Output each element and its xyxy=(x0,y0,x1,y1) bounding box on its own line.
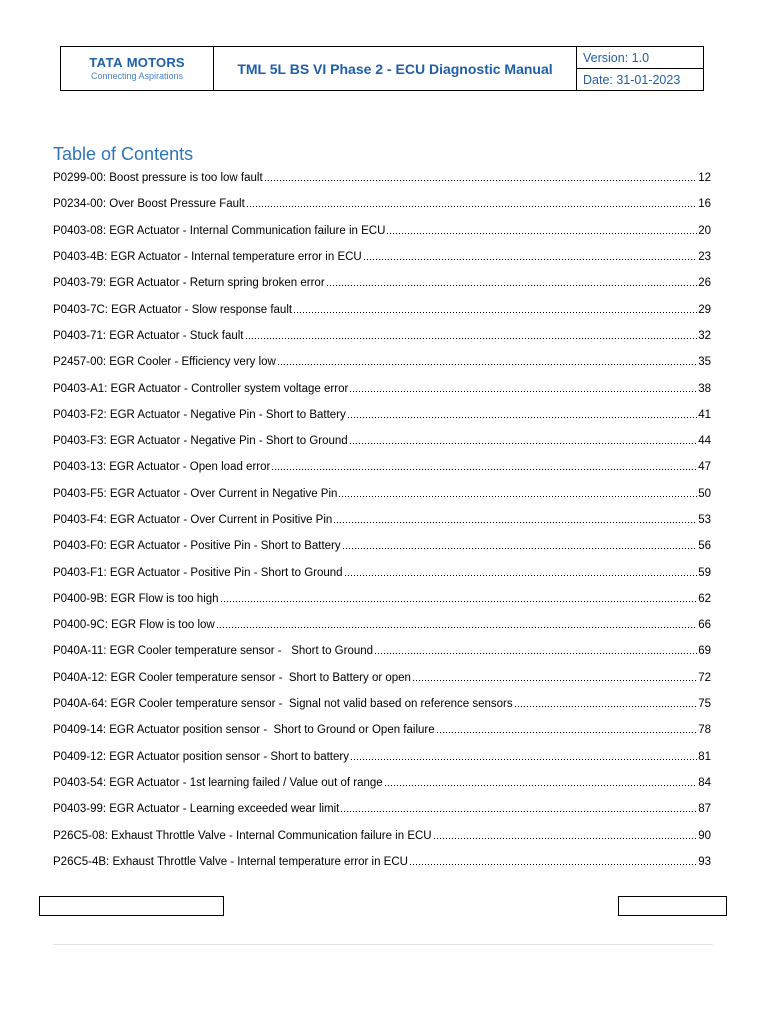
toc-entry-title: P2457-00: EGR Cooler - Efficiency very low xyxy=(53,356,276,369)
toc-entry-page-number: 72 xyxy=(698,671,711,684)
toc-entry[interactable] xyxy=(53,244,711,270)
toc-entry-title: P0409-12: EGR Actuator position sensor - Short to battery xyxy=(53,750,349,763)
toc-entry-page-number: 84 xyxy=(698,776,711,789)
toc-dot-leader xyxy=(338,495,697,499)
toc-entry[interactable] xyxy=(53,612,711,638)
logo-tagline: Connecting Aspirations xyxy=(90,71,184,81)
toc-dot-leader xyxy=(347,416,697,420)
logo-brand-first: TATA xyxy=(89,55,123,70)
toc-entry[interactable] xyxy=(53,428,711,454)
toc-entry[interactable] xyxy=(53,349,711,375)
toc-entry-page-number: 87 xyxy=(698,803,711,816)
toc-entry[interactable] xyxy=(53,691,711,717)
toc-dot-leader xyxy=(342,547,698,551)
toc-dot-leader xyxy=(216,626,698,630)
toc-dot-leader xyxy=(384,784,698,788)
toc-entry-title: P0403-F0: EGR Actuator - Positive Pin - Short to Battery xyxy=(53,540,341,553)
toc-entry[interactable] xyxy=(53,638,711,664)
toc-list xyxy=(53,165,711,875)
page-divider xyxy=(53,944,713,945)
document-meta xyxy=(577,47,703,90)
toc-entry-title: P0403-08: EGR Actuator - Internal Communication failure in ECU xyxy=(53,224,386,237)
toc-entry[interactable] xyxy=(53,849,711,875)
toc-entry[interactable] xyxy=(53,191,711,217)
toc-dot-leader xyxy=(277,363,697,367)
toc-entry[interactable] xyxy=(53,402,711,428)
toc-entry[interactable] xyxy=(53,375,711,401)
toc-entry-title: P0403-99: EGR Actuator - Learning exceeded wear limit xyxy=(53,803,340,816)
toc-entry-title: P0403-71: EGR Actuator - Stuck fault xyxy=(53,329,244,342)
toc-dot-leader xyxy=(363,258,697,262)
toc-entry[interactable] xyxy=(53,533,711,559)
toc-entry[interactable] xyxy=(53,296,711,322)
toc-entry-title: P0400-9B: EGR Flow is too high xyxy=(53,592,219,605)
toc-entry-title: P0400-9C: EGR Flow is too low xyxy=(53,619,215,632)
toc-dot-leader xyxy=(246,205,697,209)
toc-entry-title: P0403-F3: EGR Actuator - Negative Pin - Short to Ground xyxy=(53,435,348,448)
toc-entry[interactable] xyxy=(53,770,711,796)
toc-dot-leader xyxy=(245,337,698,341)
toc-entry[interactable] xyxy=(53,586,711,612)
toc-entry-title: P0403-13: EGR Actuator - Open load error xyxy=(53,461,271,474)
toc-entry-title: P040A-12: EGR Cooler temperature sensor - Short to Battery or open xyxy=(53,671,411,684)
toc-entry[interactable] xyxy=(53,665,711,691)
toc-entry-title: P0403-7C: EGR Actuator - Slow response fault xyxy=(53,303,293,316)
toc-entry-page-number: 81 xyxy=(698,750,711,763)
toc-heading: Table of Contents xyxy=(53,144,194,164)
toc-entry-page-number: 38 xyxy=(698,382,711,395)
toc-dot-leader xyxy=(349,442,698,446)
toc-entry-title: P0403-A1: EGR Actuator - Controller system voltage error xyxy=(53,382,349,395)
toc-entry-page-number: 47 xyxy=(698,461,711,474)
toc-entry-page-number: 78 xyxy=(698,724,711,737)
toc-dot-leader xyxy=(412,679,697,683)
document-title: TML 5L BS VI Phase 2 - ECU Diagnostic Manual xyxy=(214,47,577,90)
toc-entry-page-number: 12 xyxy=(698,172,711,185)
toc-entry[interactable] xyxy=(53,796,711,822)
toc-entry-title: P26C5-4B: Exhaust Throttle Valve - Internal temperature error in ECU xyxy=(53,855,408,868)
toc-dot-leader xyxy=(350,758,697,762)
toc-entry-page-number: 41 xyxy=(698,408,711,421)
logo-brand-second: MOTORS xyxy=(126,55,185,70)
toc-dot-leader xyxy=(293,311,697,315)
toc-entry[interactable] xyxy=(53,559,711,585)
toc-entry-page-number: 16 xyxy=(698,198,711,211)
toc-entry-title: P26C5-08: Exhaust Throttle Valve - Internal Communication failure in ECU xyxy=(53,829,432,842)
toc-entry[interactable] xyxy=(53,165,711,191)
toc-entry-page-number: 26 xyxy=(698,277,711,290)
toc-entry-page-number: 35 xyxy=(698,356,711,369)
toc-dot-leader xyxy=(409,863,697,867)
toc-entry[interactable] xyxy=(53,454,711,480)
date-label: Date: 31-01-2023 xyxy=(577,68,703,90)
toc-entry-page-number: 32 xyxy=(698,329,711,342)
toc-entry-page-number: 50 xyxy=(698,487,711,500)
toc-entry-title: P040A-64: EGR Cooler temperature sensor - Signal not valid based on reference sensors xyxy=(53,698,513,711)
toc-entry[interactable] xyxy=(53,822,711,848)
toc-entry[interactable] xyxy=(53,270,711,296)
toc-entry-page-number: 75 xyxy=(698,698,711,711)
toc-dot-leader xyxy=(386,232,697,236)
toc-dot-leader xyxy=(514,705,698,709)
toc-entry-page-number: 59 xyxy=(698,566,711,579)
toc-entry-page-number: 69 xyxy=(698,645,711,658)
toc-entry-page-number: 93 xyxy=(698,855,711,868)
toc-entry-page-number: 53 xyxy=(698,514,711,526)
toc-dot-leader xyxy=(340,810,697,814)
toc-entry[interactable] xyxy=(53,218,711,244)
toc-entry[interactable] xyxy=(53,323,711,349)
toc-entry-title: P0234-00: Over Boost Pressure Fault xyxy=(53,198,245,211)
toc-entry-page-number: 23 xyxy=(698,251,711,264)
logo-wordmark xyxy=(89,55,185,70)
footer-left-box xyxy=(39,896,224,916)
footer-right-box xyxy=(618,896,727,916)
toc-entry-title: P0299-00: Boost pressure is too low fault xyxy=(53,172,263,185)
toc-dot-leader xyxy=(344,574,698,578)
toc-dot-leader xyxy=(349,390,697,394)
document-header xyxy=(60,46,704,91)
toc-entry-page-number: 66 xyxy=(698,619,711,632)
toc-entry-page-number: 20 xyxy=(698,224,711,237)
toc-dot-leader xyxy=(436,731,698,735)
toc-entry-title: P0403-79: EGR Actuator - Return spring broken error xyxy=(53,277,325,290)
toc-entry-title: P040A-11: EGR Cooler temperature sensor - Short to Ground xyxy=(53,645,374,658)
toc-entry-title: P0403-54: EGR Actuator - 1st learning failed / Value out of range xyxy=(53,776,383,789)
version-label: Version: 1.0 xyxy=(583,50,650,65)
toc-dot-leader xyxy=(333,521,697,525)
toc-dot-leader xyxy=(433,837,698,841)
toc-dot-leader xyxy=(264,179,698,183)
toc-entry[interactable] xyxy=(53,717,711,743)
toc-entry-title: P0403-F1: EGR Actuator - Positive Pin - Short to Ground xyxy=(53,566,343,579)
tata-motors-logo xyxy=(61,47,214,90)
toc-entry-page-number: 56 xyxy=(698,540,711,553)
toc-dot-leader xyxy=(326,284,698,288)
toc-entry-page-number: 44 xyxy=(698,435,711,448)
toc-entry-page-number: 29 xyxy=(698,303,711,316)
toc-entry[interactable] xyxy=(53,507,711,533)
toc-entry-title: P0403-F5: EGR Actuator - Over Current in Negative Pin xyxy=(53,487,338,500)
toc-entry-page-number: 90 xyxy=(698,829,711,842)
toc-entry[interactable] xyxy=(53,481,711,507)
toc-entry-page-number: 62 xyxy=(698,592,711,605)
toc-entry-title: P0403-4B: EGR Actuator - Internal temperature error in ECU xyxy=(53,251,362,264)
toc-entry-title: P0403-F2: EGR Actuator - Negative Pin - Short to Battery xyxy=(53,408,346,421)
toc-entry-title: P0403-F4: EGR Actuator - Over Current in Positive Pin xyxy=(53,514,333,526)
toc-dot-leader xyxy=(374,652,697,656)
toc-entry-title: P0409-14: EGR Actuator position sensor - Short to Ground or Open failure xyxy=(53,724,435,737)
toc-dot-leader xyxy=(271,468,697,472)
toc-dot-leader xyxy=(220,600,698,604)
toc-entry[interactable] xyxy=(53,744,711,770)
